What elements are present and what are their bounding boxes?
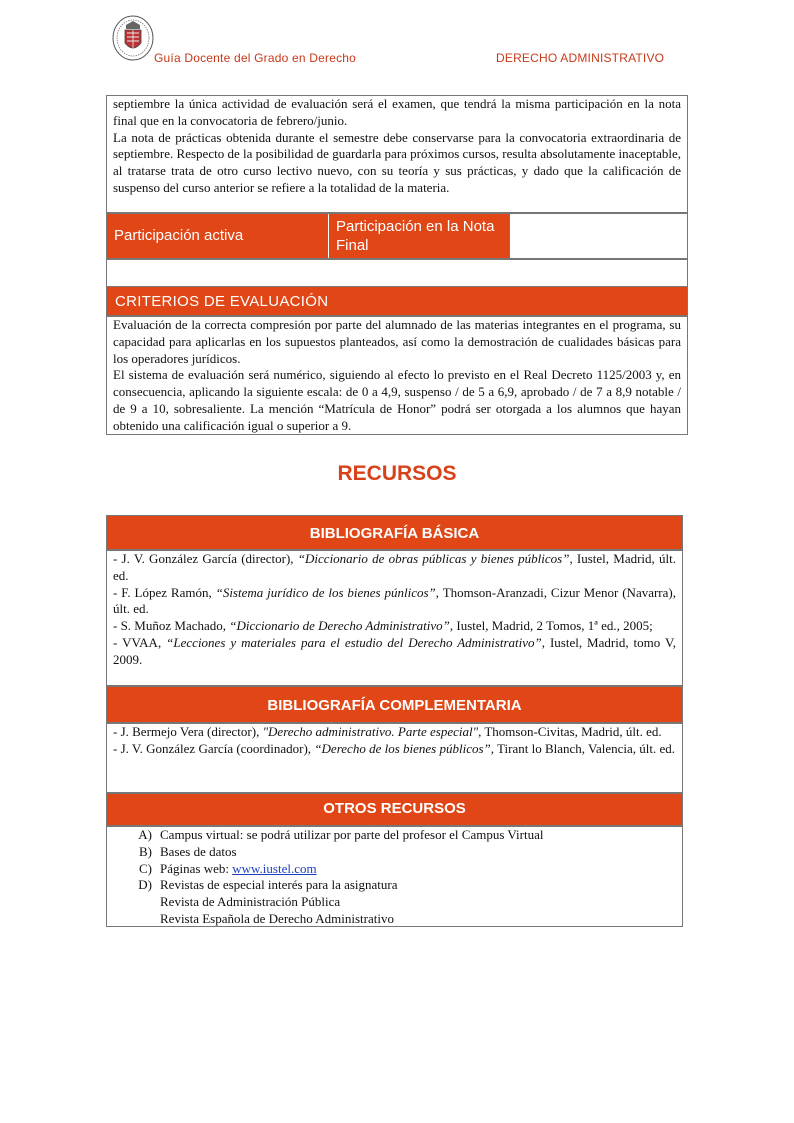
header-guide-title: Guía Docente del Grado en Derecho [154, 51, 357, 65]
iustel-link[interactable]: www.iustel.com [232, 860, 317, 876]
evaluation-paragraph-1: septiembre la única actividad de evaluación será el examen, que tendrá la misma participación en la nota final que en la convocatoria de febrero/junio. [113, 96, 681, 128]
participation-row [106, 213, 688, 259]
active-participation-label: Participación activa [107, 214, 329, 258]
header-subject-title: DERECHO ADMINISTRATIVO [496, 51, 665, 65]
complementary-bibliography-heading: BIBLIOGRAFÍA COMPLEMENTARIA [106, 686, 683, 723]
basic-bibliography-heading: BIBLIOGRAFÍA BÁSICA [106, 515, 683, 550]
complementary-bibliography-list [106, 723, 683, 793]
other-resources-heading: OTROS RECURSOS [106, 793, 683, 826]
bibliography-entry: - S. Muñoz Machado, “Diccionario de Derecho Administrativo”, Iustel, Madrid, 2 Tomos, 1ª ed., 2005; [113, 618, 653, 634]
list-item: B) Bases de datos [139, 843, 237, 859]
resources-title: RECURSOS [337, 462, 457, 485]
criteria-heading: CRITERIOS DE EVALUACIÓN [106, 286, 688, 316]
empty-row [106, 259, 688, 287]
bibliography-entry: - J. Bermejo Vera (director), "Derecho administrativo. Parte especial", Thomson-Civitas, Madrid, últ. ed. [113, 724, 662, 739]
criteria-paragraph-2: El sistema de evaluación será numérico, siguiendo al efecto lo previsto en el Real Decreto 1125/2003 y, en consecuencia, aplicando la siguiente escala: de 0 a 4,9, suspenso / de 5 a 6,9, aprobado / de 7 a 8,9 notable / de 9 a 10, sobresaliente. La mención “Matrícula de Honor” podrá ser otorgada a los alumnos que hayan obtenido una calificación igual o superior a 9. [113, 367, 681, 433]
final-grade-participation-value [510, 214, 687, 258]
bibliography-entry: - J. V. González García (coordinador), “Derecho de los bienes públicos”, Tirant lo Blanch, Valencia, últ. ed. [113, 740, 676, 756]
list-item: A) Campus virtual: se podrá utilizar por parte del profesor el Campus Virtual [138, 827, 544, 842]
journal-item: Revista de Administración Pública [160, 894, 341, 910]
basic-bibliography-list [106, 550, 683, 686]
bibliography-entry: - VVAA, “Lecciones y materiales para el estudio del Derecho Administrativo”, Iustel, Madrid, tomo V, 2009. [113, 634, 676, 667]
bibliography-entry: - F. López Ramón, “Sistema jurídico de los bienes púnlicos”, Thomson-Aranzadi, Cizur Menor (Navarra), últ. ed. [113, 584, 676, 617]
bibliography-entry: - J. V. González García (director), “Diccionario de obras públicas y bienes públicos”, Iustel, Madrid, últ. ed. [113, 551, 676, 583]
evaluation-text-cell [106, 95, 688, 213]
list-item: D) Revistas de especial interés para la asignatura [138, 877, 398, 893]
journal-item: Revista Española de Derecho Administrativo [160, 910, 394, 926]
final-grade-participation-label: Participación en la Nota Final [329, 214, 510, 258]
university-crest-logo [112, 15, 154, 61]
evaluation-paragraph-2: La nota de prácticas obtenida durante el semestre debe conservarse para la convocatoria extraordinaria de septiembre. Respecto de la posibilidad de guardarla para próximos cursos, resulta absolutamente inaceptable, al tratarse trata de otro curso lectivo nuevo, con su teoría y sus prácticas, y dado que la calificación de suspenso del curso anterior se refiere a la totalidad de la materia. [113, 129, 681, 195]
criteria-text-cell [106, 316, 688, 435]
other-resources-list [106, 826, 683, 927]
criteria-paragraph-1: Evaluación de la correcta compresión por parte del alumnado de las materias integrantes en el programa, su capacidad para aplicarlas en los supuestos planteados, así como la demostración de cualidades básicas para los operadores jurídicos. [113, 317, 681, 366]
list-item: C) Páginas web: www.iustel.com [139, 860, 317, 876]
